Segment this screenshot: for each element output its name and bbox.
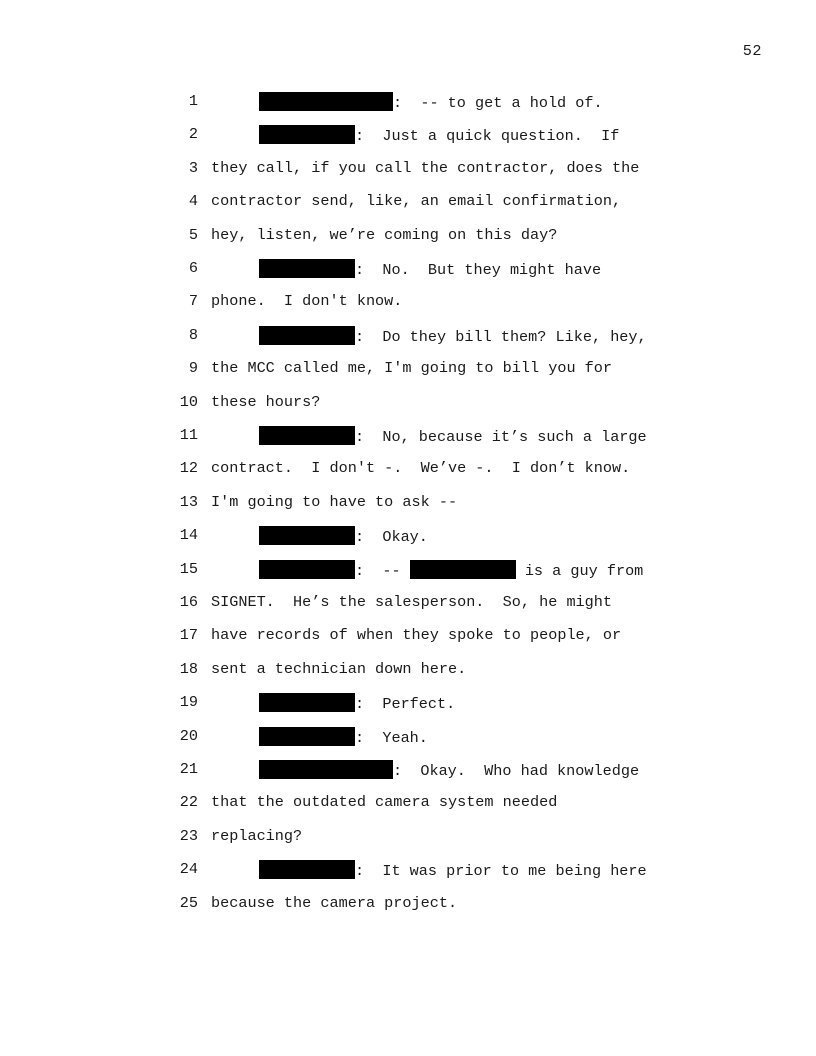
spoken-text: contractor send, like, an email confirmation, (211, 192, 622, 211)
line-text (211, 393, 320, 411)
redacted-speaker-name (259, 259, 355, 278)
transcript-line (0, 827, 816, 851)
spoken-text: sent a technician down here. (211, 659, 467, 678)
line-text (259, 760, 639, 780)
spoken-text: phone. I don't know. (211, 292, 403, 311)
transcript-line (0, 292, 816, 316)
transcript-line (0, 626, 816, 650)
line-text (259, 860, 647, 880)
line-text (211, 660, 466, 678)
line-number: 10 (179, 392, 198, 411)
transcript-line (0, 159, 816, 183)
line-text (211, 593, 612, 611)
redacted-speaker-name (259, 326, 355, 345)
line-number: 24 (179, 860, 198, 879)
transcript-line (0, 793, 816, 817)
transcript-line (0, 259, 816, 283)
transcript-line (0, 526, 816, 550)
transcript-line (0, 727, 816, 751)
line-text (211, 292, 402, 310)
line-text (211, 626, 621, 644)
line-text (211, 192, 621, 210)
transcript-line (0, 459, 816, 483)
line-number: 13 (179, 492, 198, 511)
redacted-speaker-name (259, 727, 355, 746)
transcript-line (0, 359, 816, 383)
line-text (259, 92, 603, 112)
line-text (211, 159, 639, 177)
line-number: 5 (188, 225, 198, 244)
spoken-text: : Perfect. (355, 695, 456, 714)
transcript-line (0, 393, 816, 417)
redacted-name (410, 560, 516, 579)
transcript-line (0, 860, 816, 884)
line-text (211, 359, 612, 377)
spoken-text: I'm going to have to ask -- (211, 492, 458, 511)
spoken-text: : No. But they might have (355, 261, 602, 279)
line-number: 8 (188, 325, 198, 344)
line-text (211, 459, 630, 477)
transcript-line (0, 226, 816, 250)
transcript-line (0, 560, 816, 584)
line-number: 3 (188, 158, 198, 177)
redacted-speaker-name (259, 526, 355, 545)
transcript-line (0, 125, 816, 149)
line-number: 12 (179, 459, 198, 478)
spoken-text: have records of when they spoke to people, or (211, 626, 622, 645)
line-number: 18 (179, 659, 198, 678)
transcript-line (0, 493, 816, 517)
transcript-line (0, 693, 816, 717)
redacted-speaker-name (259, 693, 355, 712)
line-text (259, 560, 643, 580)
redacted-speaker-name (259, 426, 355, 445)
line-number: 17 (179, 626, 198, 645)
spoken-text-continued: is a guy from (515, 561, 644, 580)
spoken-text: they call, if you call the contractor, does the (211, 158, 640, 177)
line-number: 22 (179, 793, 198, 812)
line-number: 4 (188, 192, 198, 211)
spoken-text: : Okay. Who had knowledge (393, 762, 640, 780)
redacted-speaker-name (259, 760, 393, 779)
spoken-text: : -- (355, 561, 401, 580)
line-number: 6 (188, 259, 198, 277)
transcript-line (0, 760, 816, 784)
spoken-text: : No, because it’s such a large (355, 428, 647, 446)
line-number: 23 (179, 826, 198, 845)
spoken-text: : Do they bill them? Like, hey, (355, 327, 647, 346)
transcript-line (0, 92, 816, 116)
line-number: 19 (179, 693, 198, 712)
transcript-line (0, 660, 816, 684)
line-text (259, 693, 455, 713)
line-number: 2 (188, 125, 198, 144)
line-text (259, 426, 647, 446)
line-number: 11 (179, 426, 198, 444)
redacted-speaker-name (259, 125, 355, 144)
line-text (211, 827, 302, 845)
transcript-line (0, 894, 816, 918)
line-number: 14 (179, 526, 198, 545)
line-text (259, 727, 428, 747)
spoken-text: SIGNET. He’s the salesperson. So, he might (211, 593, 613, 611)
line-text (211, 793, 557, 811)
spoken-text: : Just a quick question. If (355, 127, 620, 146)
redacted-speaker-name (259, 92, 393, 111)
line-number: 21 (179, 760, 198, 778)
spoken-text: : Yeah. (355, 728, 428, 747)
line-text (259, 125, 619, 145)
line-number: 1 (188, 92, 198, 110)
line-text (211, 493, 457, 511)
line-number: 20 (179, 726, 198, 745)
line-number: 7 (188, 292, 198, 311)
transcript-line (0, 593, 816, 617)
spoken-text: : It was prior to me being here (355, 862, 647, 881)
redacted-speaker-name (259, 560, 355, 579)
line-number: 25 (179, 893, 198, 912)
spoken-text: : -- to get a hold of. (393, 94, 603, 112)
spoken-text: these hours? (211, 392, 321, 411)
line-number: 15 (179, 559, 198, 578)
spoken-text: replacing? (211, 826, 303, 845)
line-number: 16 (179, 593, 198, 611)
line-text (259, 326, 647, 346)
transcript-line (0, 192, 816, 216)
page-number: 52 (742, 42, 762, 60)
line-text (211, 894, 457, 912)
line-number: 9 (188, 359, 198, 378)
line-text (259, 526, 428, 546)
transcript-line (0, 426, 816, 450)
line-text (259, 259, 601, 279)
spoken-text: the MCC called me, I'm going to bill you for (211, 359, 613, 378)
spoken-text: contract. I don't -. We’ve -. I don’t know. (211, 459, 631, 478)
spoken-text: : Okay. (355, 528, 428, 547)
redacted-speaker-name (259, 860, 355, 879)
spoken-text: because the camera project. (211, 893, 458, 912)
transcript-line (0, 326, 816, 350)
spoken-text: hey, listen, we’re coming on this day? (211, 225, 558, 244)
spoken-text: that the outdated camera system needed (211, 793, 558, 812)
line-text (211, 226, 557, 244)
